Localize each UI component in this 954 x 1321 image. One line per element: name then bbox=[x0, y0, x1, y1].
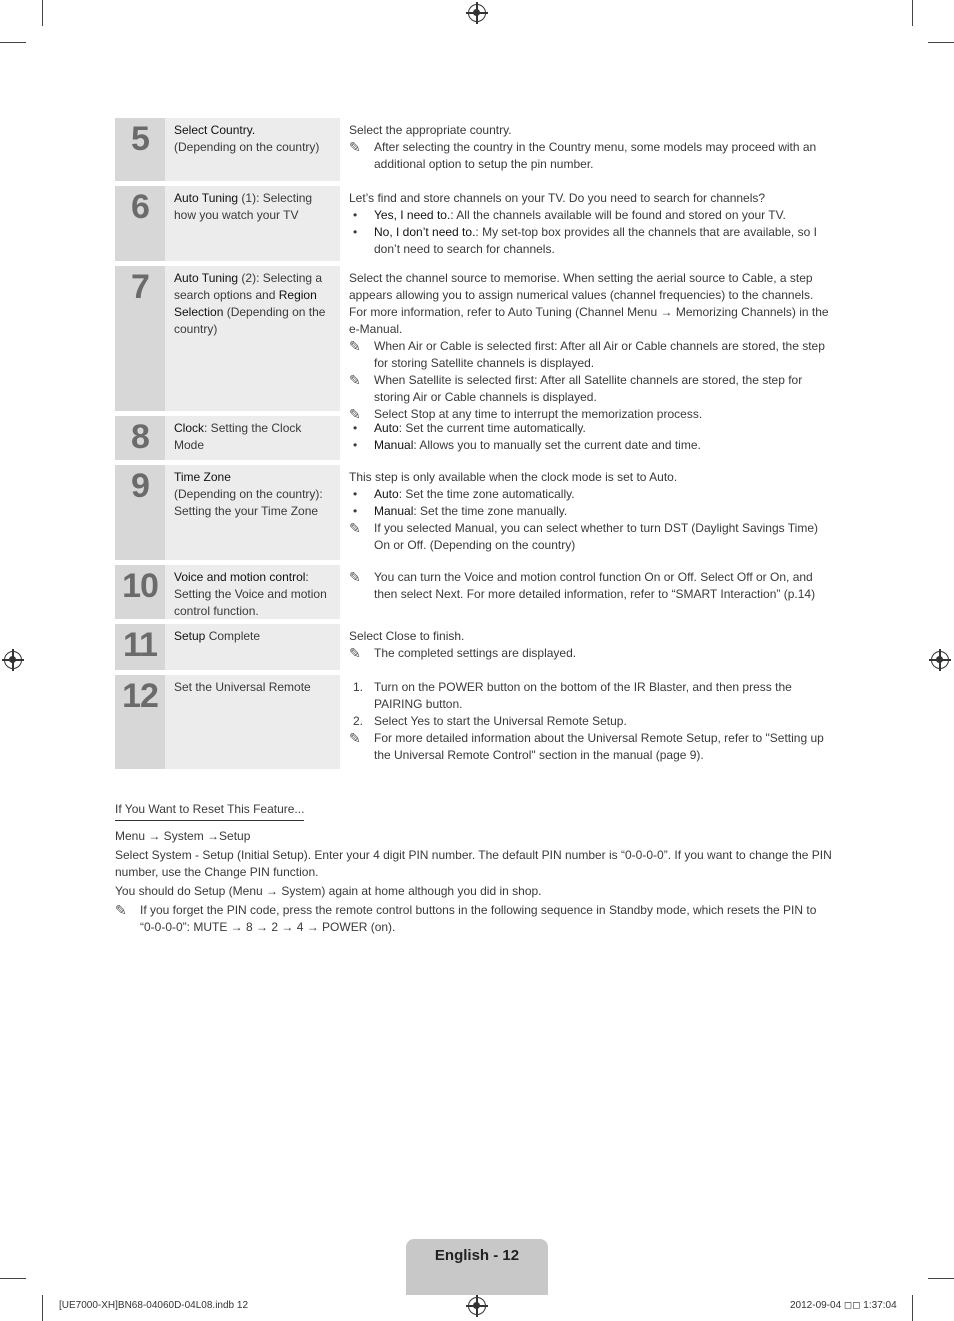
list-marker: 2. bbox=[353, 714, 364, 728]
desc-text: Select Close to finish. bbox=[349, 629, 465, 643]
desc-note: ✎ When Satellite is selected first: After all Satellite channels are stored, the step for storing Air or Cable channels is displayed. bbox=[349, 372, 803, 404]
registration-mark-icon bbox=[468, 4, 486, 22]
crop-mark bbox=[42, 1295, 43, 1321]
step-number: 5 bbox=[115, 118, 165, 181]
step-title-bold: Voice and motion control bbox=[174, 570, 306, 584]
desc-note: ✎ The completed settings are displayed. bbox=[349, 645, 577, 661]
step-number: 12 bbox=[115, 675, 165, 769]
step-number: 8 bbox=[115, 416, 165, 460]
step-number: 7 bbox=[115, 266, 165, 411]
crop-mark bbox=[0, 42, 26, 43]
step-title bbox=[165, 465, 340, 560]
pencil-note-icon: ✎ bbox=[349, 645, 361, 661]
step-title-extra: : Setting the Voice and motion control function. bbox=[174, 570, 327, 618]
step-title-bold: Auto Tuning bbox=[174, 191, 239, 205]
crop-mark bbox=[928, 42, 954, 43]
pencil-note-icon: ✎ bbox=[349, 338, 361, 354]
step-row bbox=[115, 186, 830, 261]
step-title-bold: Clock bbox=[174, 421, 205, 435]
step-title-extra: (Depending on the country) bbox=[174, 305, 326, 336]
pencil-note-icon: ✎ bbox=[349, 569, 361, 585]
step-title-extra: Complete bbox=[205, 629, 261, 643]
step-description bbox=[340, 624, 830, 670]
step-number: 10 bbox=[115, 565, 165, 619]
desc-bullet: • Manual: Allows you to manually set the current date and time. bbox=[353, 438, 701, 452]
desc-note: ✎ For more detailed information about the Universal Remote Setup, refer to "Setting up the Universal Remote Control" section in the manual (page 9). bbox=[349, 730, 824, 762]
step-row bbox=[115, 465, 830, 560]
bullet-dot: • bbox=[353, 438, 358, 452]
step-title-extra: (2): Selecting a search options and bbox=[174, 271, 323, 302]
page-number-tab: English - 12 bbox=[406, 1239, 548, 1295]
pencil-note-icon: ✎ bbox=[349, 520, 361, 536]
desc-bullet: • Auto: Set the time zone automatically. bbox=[353, 487, 575, 501]
step-title-bold: Select Country. bbox=[174, 123, 256, 137]
reset-paragraph: Select System - Setup (Initial Setup). Enter your 4 digit PIN number. The default PIN number is “0-0-0-0”. If you want to change the PIN number, use the Change PIN function. bbox=[115, 848, 832, 879]
crop-mark bbox=[912, 0, 913, 26]
step-row bbox=[115, 416, 830, 460]
step-title bbox=[165, 118, 340, 181]
print-timestamp: 2012-09-04 ◻◻ 1:37:04 bbox=[790, 1300, 897, 1311]
step-title-bold: Setup bbox=[174, 629, 206, 643]
step-description bbox=[340, 465, 830, 560]
bullet-dot: • bbox=[353, 487, 358, 501]
reset-paragraph: You should do Setup (Menu → System) again at home although you did in shop. bbox=[115, 884, 542, 898]
desc-note: ✎ If you selected Manual, you can select whether to turn DST (Daylight Savings Time) On or Off. (Depending on the country) bbox=[349, 520, 818, 552]
step-title-extra: Set the Universal Remote bbox=[174, 680, 311, 694]
reset-section bbox=[115, 801, 833, 936]
reset-note: ✎ If you forget the PIN code, press the remote control buttons in the following sequence in Standby mode, which resets the PIN to “0-0-0-0”: MUTE → 8 → 2 → 4 → POWER (on). bbox=[115, 902, 817, 934]
step-description bbox=[340, 266, 830, 422]
pencil-note-icon: ✎ bbox=[349, 730, 361, 746]
step-title bbox=[165, 266, 340, 411]
desc-note: ✎ You can turn the Voice and motion control function On or Off. Select Off or On, and then select Next. For more detailed information, refer to “SMART Interaction” (p.14) bbox=[349, 569, 816, 601]
bullet-dot: • bbox=[353, 504, 358, 518]
step-description bbox=[340, 186, 830, 261]
registration-mark-icon bbox=[4, 651, 22, 669]
step-row bbox=[115, 118, 830, 181]
pencil-note-icon: ✎ bbox=[349, 406, 361, 422]
step-title-bold: Auto Tuning bbox=[174, 271, 239, 285]
desc-numbered-item: 1. Turn on the POWER button on the bottom of the IR Blaster, and then press the PAIRING button. bbox=[353, 680, 792, 711]
pencil-note-icon: ✎ bbox=[349, 372, 361, 388]
desc-note: ✎ After selecting the country in the Country menu, some models may proceed with an additional option to setup the pin number. bbox=[349, 139, 817, 171]
crop-mark bbox=[928, 1278, 954, 1279]
step-title-extra: (Depending on the country): Setting the your Time Zone bbox=[174, 487, 323, 518]
desc-note: ✎ Select Stop at any time to interrupt the memorization process. bbox=[349, 406, 703, 422]
step-number: 6 bbox=[115, 186, 165, 261]
reset-menu-path: Menu → System →Setup bbox=[115, 829, 251, 843]
step-title-extra: (1): Selecting how you watch your TV bbox=[174, 191, 313, 222]
file-info: [UE7000-XH]BN68-04060D-04L08.indb 12 bbox=[59, 1300, 249, 1311]
step-description bbox=[340, 118, 830, 181]
step-title-bold: Region Selection bbox=[174, 288, 317, 319]
desc-text: Select the appropriate country. bbox=[349, 123, 512, 137]
step-title bbox=[165, 416, 340, 460]
step-title bbox=[165, 675, 340, 769]
crop-mark bbox=[0, 1278, 26, 1279]
step-title bbox=[165, 186, 340, 261]
desc-bullet: • Auto: Set the current time automatically. bbox=[353, 421, 586, 435]
step-number: 11 bbox=[115, 624, 165, 670]
step-row bbox=[115, 624, 830, 670]
step-description bbox=[340, 565, 830, 619]
bullet-dot: • bbox=[353, 421, 358, 435]
step-row bbox=[115, 565, 830, 619]
crop-mark bbox=[42, 0, 43, 26]
step-title-bold: Time Zone bbox=[174, 470, 231, 484]
setup-steps-table bbox=[115, 118, 830, 774]
pencil-note-icon: ✎ bbox=[349, 139, 361, 155]
registration-mark-icon bbox=[931, 651, 949, 669]
desc-text: Let’s find and store channels on your TV. Do you need to search for channels? bbox=[349, 191, 766, 205]
step-title-extra: : Setting the Clock Mode bbox=[174, 421, 302, 452]
step-number: 9 bbox=[115, 465, 165, 560]
desc-bullet: • Yes, I need to.: All the channels available will be found and stored on your TV. bbox=[353, 208, 786, 222]
step-description bbox=[340, 416, 830, 460]
bullet-dot: • bbox=[353, 225, 358, 239]
desc-text: Select the channel source to memorise. When setting the aerial source to Cable, a step appears allowing you to assign numerical values (channel frequencies) to the channels. For more information, refer to Auto Tuning (Channel Menu → Memorizing Channels) in the e-Manual. bbox=[349, 271, 829, 336]
desc-bullet: • No, I don’t need to.: My set-top box provides all the channels that are available, so I don’t need to search for channels. bbox=[353, 225, 817, 256]
desc-text: This step is only available when the clock mode is set to Auto. bbox=[349, 470, 678, 484]
step-row bbox=[115, 675, 830, 769]
step-title bbox=[165, 565, 340, 619]
reset-heading: If You Want to Reset This Feature... bbox=[115, 801, 304, 821]
step-title-extra: (Depending on the country) bbox=[174, 140, 320, 154]
step-row bbox=[115, 266, 830, 422]
desc-numbered-item: 2. Select Yes to start the Universal Remote Setup. bbox=[353, 714, 627, 728]
desc-note: ✎ When Air or Cable is selected first: After all Air or Cable channels are stored, the step for storing Satellite channels is displayed. bbox=[349, 338, 825, 370]
crop-mark bbox=[912, 1295, 913, 1321]
desc-bullet: • Manual: Set the time zone manually. bbox=[353, 504, 568, 518]
step-title bbox=[165, 624, 340, 670]
registration-mark-icon bbox=[468, 1297, 486, 1315]
step-description bbox=[340, 675, 830, 769]
pencil-note-icon: ✎ bbox=[115, 902, 127, 918]
bullet-dot: • bbox=[353, 208, 358, 222]
list-marker: 1. bbox=[353, 680, 364, 694]
